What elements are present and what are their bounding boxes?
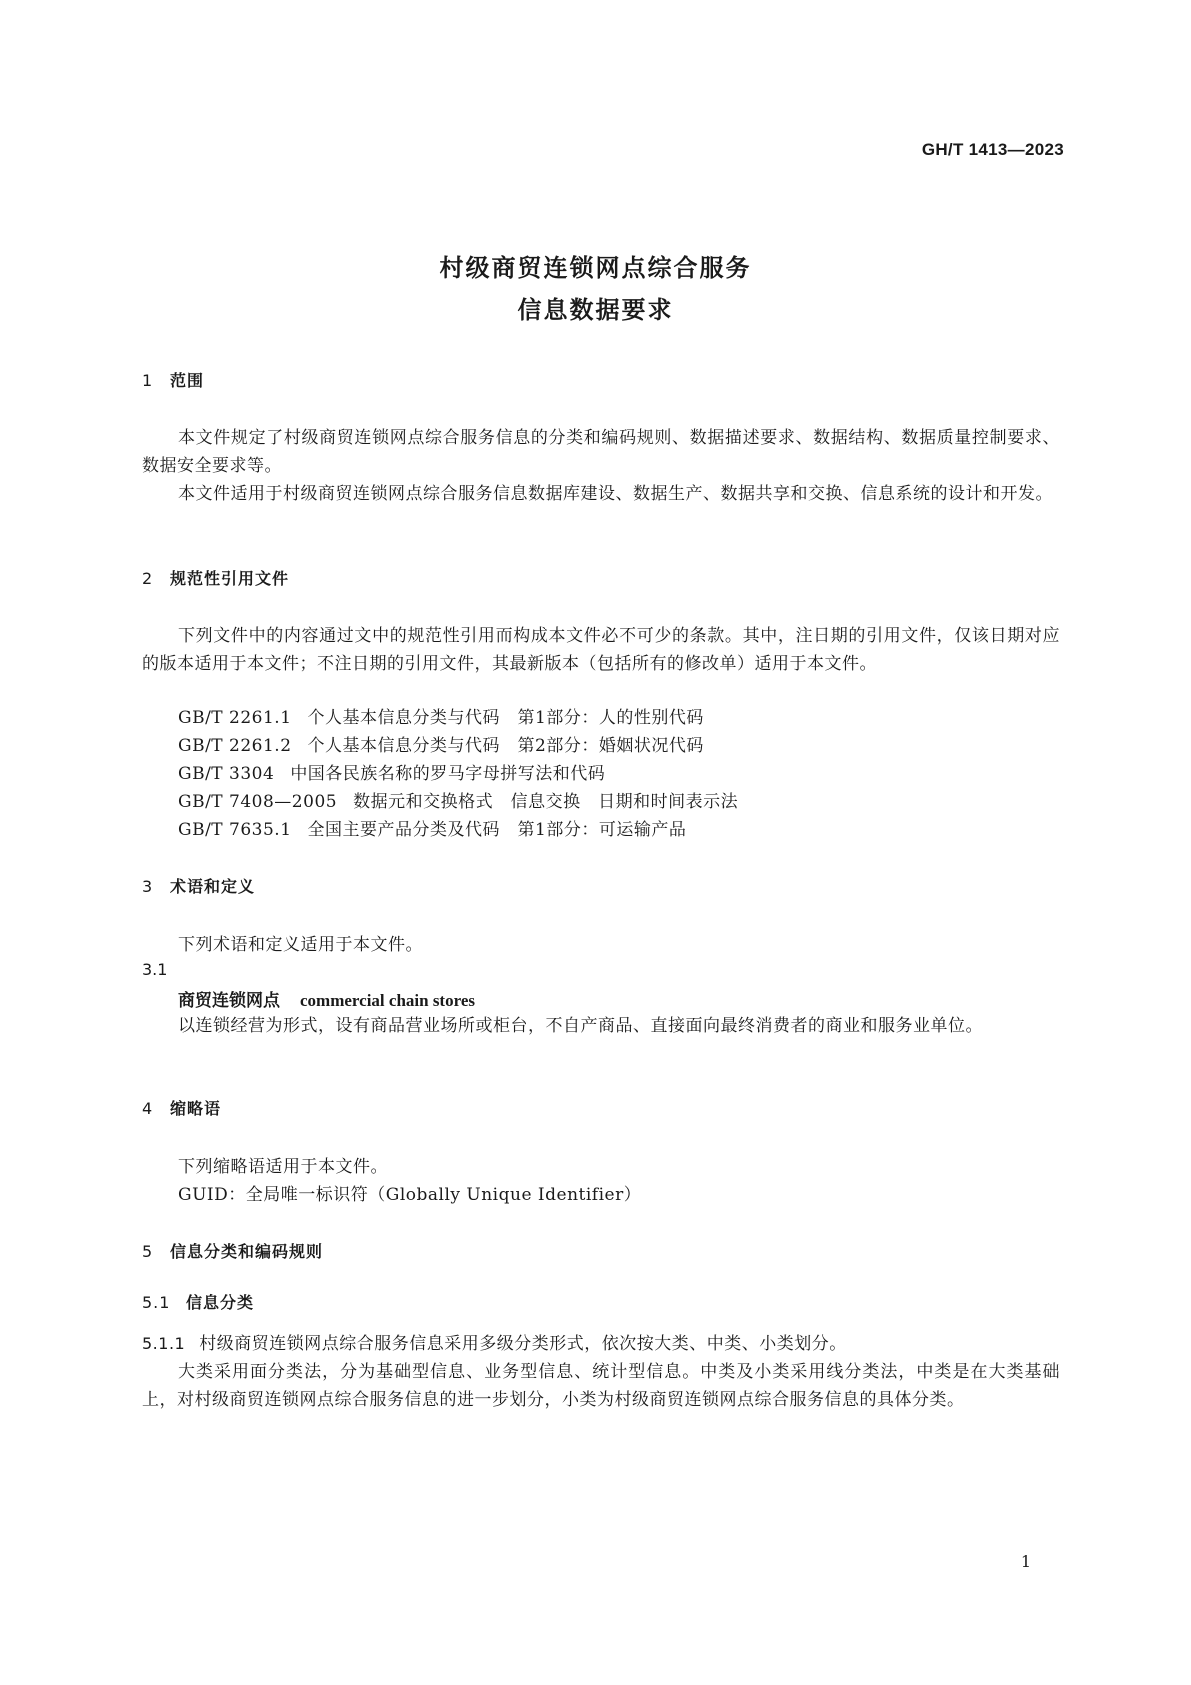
reference-item [178,815,686,840]
reference-code: GB/T 7635.1 [178,820,292,840]
section-number: 5 [142,1242,154,1261]
subsection-number: 5.1 [142,1293,171,1312]
section-4-heading [142,1096,221,1119]
reference-code: GB/T 3304 [178,764,275,784]
term-definition: 以连锁经营为形式，设有商品营业场所或柜台，不自产商品、直接面向最终消费者的商业和服务业单位。 [178,1016,983,1036]
section-title: 术语和定义 [170,877,256,896]
standard-number: GH/T 1413—2023 [921,140,1064,159]
section-4-intro: 下列缩略语适用于本文件。 [178,1157,388,1177]
section-1-heading [142,368,204,391]
subsection-5-1-heading [142,1290,254,1313]
reference-item [178,731,704,756]
section-5-heading [142,1239,323,1262]
reference-title: 个人基本信息分类与代码 第1部分：人的性别代码 [307,708,704,728]
clause-5-1-1 [142,1330,1060,1358]
section-number: 3 [142,877,154,896]
section-number: 1 [142,371,154,390]
reference-item [178,787,738,812]
section-5-paragraph: 大类采用面分类法，分为基础型信息、业务型信息、统计型信息。中类及小类采用线分类法，中类是在大类基础上，对村级商贸连锁网点综合服务信息的进一步划分，小类为村级商贸连锁网点综合服务信息的具体分类。 [142,1362,1060,1410]
clause-text: 村级商贸连锁网点综合服务信息采用多级分类形式，依次按大类、中类、小类划分。 [199,1334,847,1354]
section-number: 4 [142,1099,154,1118]
reference-title: 个人基本信息分类与代码 第2部分：婚姻状况代码 [307,736,704,756]
section-title: 信息分类和编码规则 [170,1242,324,1261]
section-title: 规范性引用文件 [170,569,290,588]
term-chinese: 商贸连锁网点 [178,991,280,1011]
page-number: 1 [1020,1552,1031,1571]
reference-title: 数据元和交换格式 信息交换 日期和时间表示法 [353,792,739,812]
reference-code: GB/T 2261.1 [178,708,292,728]
section-2-paragraph-1: 下列文件中的内容通过文中的规范性引用而构成本文件必不可少的条款。其中，注日期的引用文件，仅该日期对应的版本适用于本文件；不注日期的引用文件，其最新版本（包括所有的修改单）适用于本文件。 [142,626,1060,674]
term-entry [178,986,475,1011]
section-3-heading [142,874,255,897]
document-title-line1: 村级商贸连锁网点综合服务 [439,254,752,282]
reference-code: GB/T 7408—2005 [178,792,338,812]
section-3-intro: 下列术语和定义适用于本文件。 [178,935,423,955]
reference-item [178,703,704,728]
reference-title: 全国主要产品分类及代码 第1部分：可运输产品 [307,820,687,840]
subsection-title: 信息分类 [186,1293,255,1312]
section-1-paragraph-1: 本文件规定了村级商贸连锁网点综合服务信息的分类和编码规则、数据描述要求、数据结构、数据质量控制要求、数据安全要求等。 [142,428,1060,476]
term-english: commercial chain stores [300,991,475,1010]
section-2-heading [142,566,289,589]
reference-title: 中国各民族名称的罗马字母拼写法和代码 [290,764,606,784]
section-number: 2 [142,569,154,588]
reference-item [178,759,605,784]
abbreviation-item: GUID：全局唯一标识符（Globally Unique Identifier） [178,1185,642,1205]
term-number: 3.1 [142,960,168,979]
section-title: 范围 [170,371,205,390]
clause-number: 5.1.1 [142,1334,186,1353]
reference-code: GB/T 2261.2 [178,736,292,756]
section-title: 缩略语 [170,1099,222,1118]
section-1-paragraph-2: 本文件适用于村级商贸连锁网点综合服务信息数据库建设、数据生产、数据共享和交换、信息系统的设计和开发。 [178,484,1053,504]
document-title-line2: 信息数据要求 [517,296,674,324]
